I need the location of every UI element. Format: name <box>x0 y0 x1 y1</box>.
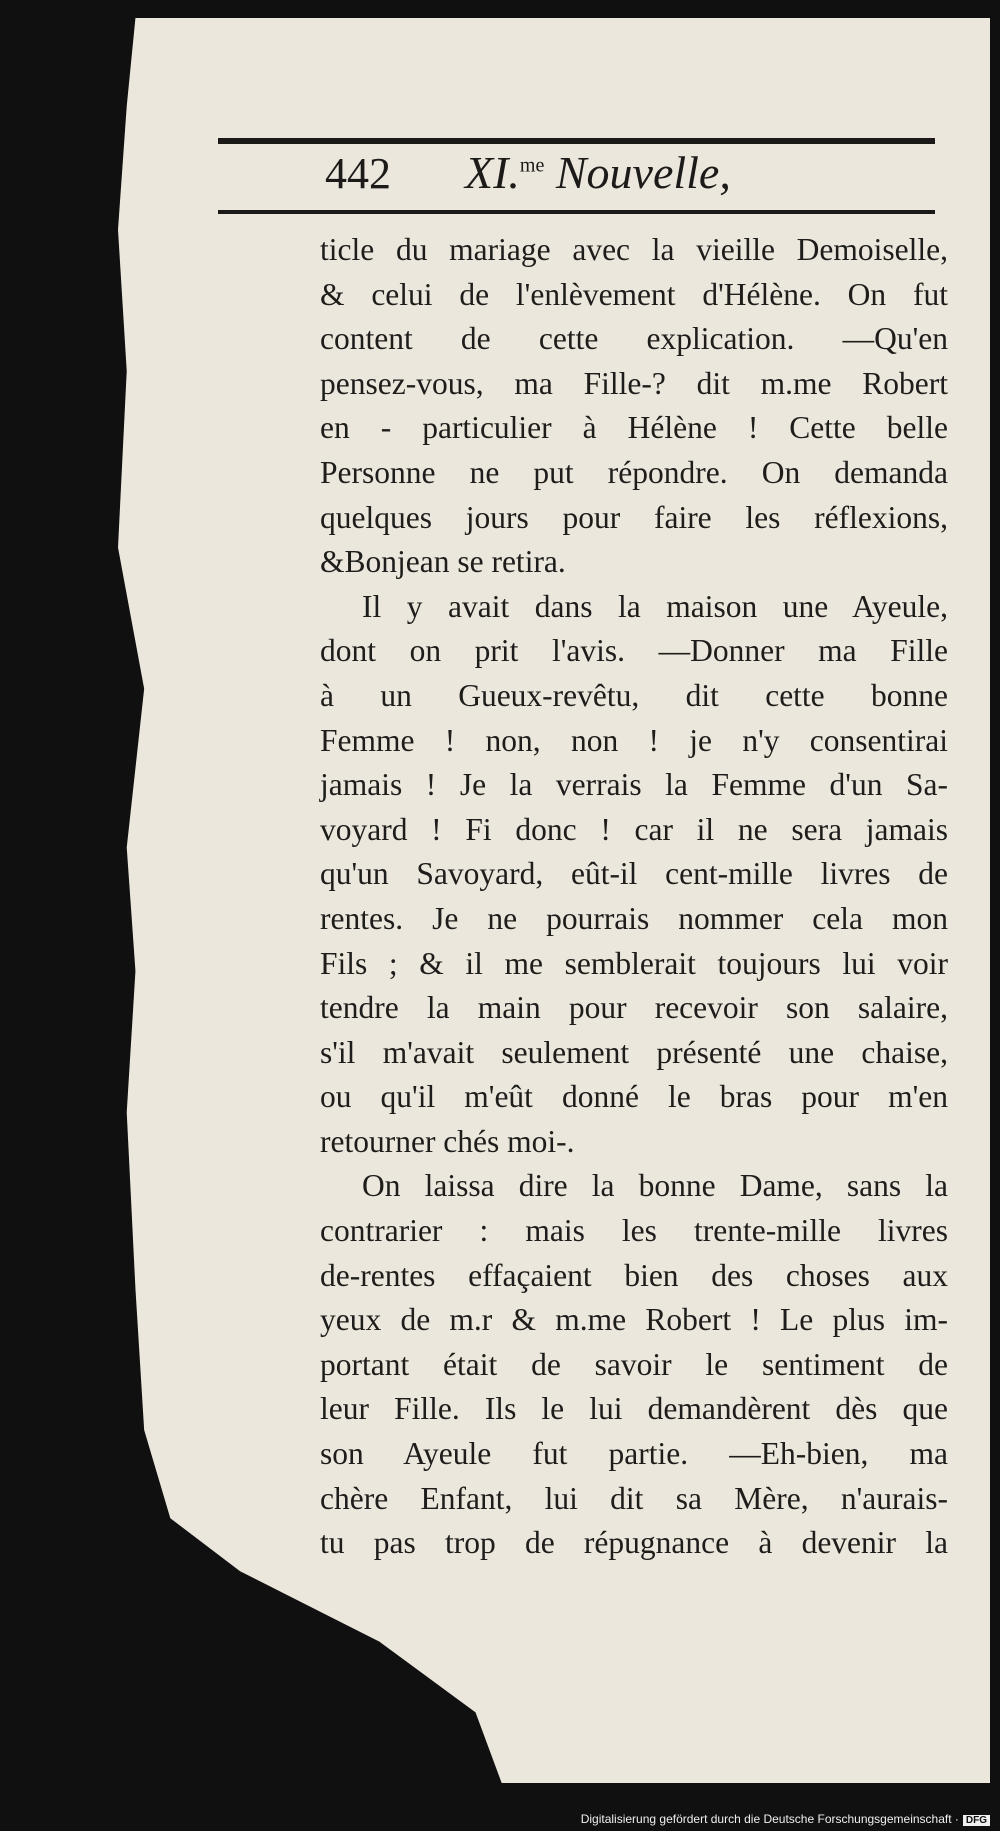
running-title-numeral: XI. <box>465 147 520 198</box>
text-line: tu pas trop de répugnance à devenir la <box>320 1525 948 1561</box>
text-line: leur Fille. Ils le lui demandèrent dès que <box>320 1391 948 1427</box>
text-line: dont on prit l'avis. —Donner ma Fille <box>320 633 948 669</box>
text-line: contrarier : mais les trente-mille livres <box>320 1213 948 1249</box>
text-line: rentes. Je ne pourrais nommer cela mon <box>320 900 948 936</box>
running-title-superscript: me <box>519 154 545 177</box>
header-rule-top <box>218 138 935 144</box>
text-line: jamais ! Je la verrais la Femme d'un Sa- <box>320 767 948 803</box>
text-line: quelques jours pour faire les réflexions, <box>320 499 948 535</box>
text-line: s'il m'avait seulement présenté une chaise, <box>320 1034 948 1070</box>
text-line: Il y avait dans la maison une Ayeule, <box>362 588 948 624</box>
text-line: Femme ! non, non ! je n'y consentirai <box>320 722 948 758</box>
text-line: son Ayeule fut partie. —Eh-bien, ma <box>320 1436 948 1472</box>
text-line: &Bonjean se retira. <box>320 544 566 580</box>
header-rule-bottom <box>218 210 935 214</box>
text-line: en - particulier à Hélène ! Cette belle <box>320 410 948 446</box>
text-line: à un Gueux-revêtu, dit cette bonne <box>320 677 948 713</box>
body-text <box>320 228 948 1566</box>
text-line: ou qu'il m'eût donné le bras pour m'en <box>320 1079 948 1115</box>
page-header <box>325 146 940 202</box>
text-line: Personne ne put répondre. On demanda <box>320 454 948 490</box>
text-line: voyard ! Fi donc ! car il ne sera jamais <box>320 811 948 847</box>
text-line: Fils ; & il me semblerait toujours lui voir <box>320 945 948 981</box>
text-line: de-rentes effaçaient bien des choses aux <box>320 1257 948 1293</box>
digitization-credit <box>581 1812 990 1826</box>
running-title <box>465 146 731 199</box>
text-line: portant était de savoir le sentiment de <box>320 1346 948 1382</box>
dfg-logo: DFG <box>963 1815 990 1826</box>
text-line: pensez-vous, ma Fille-? dit m.me Robert <box>320 365 948 401</box>
text-line: yeux de m.r & m.me Robert ! Le plus im- <box>320 1302 948 1338</box>
page-number: 442 <box>325 149 391 198</box>
text-line: qu'un Savoyard, eût-il cent-mille livres de <box>320 856 948 892</box>
text-line: content de cette explication. —Qu'en <box>320 321 948 357</box>
running-title-word: Nouvelle, <box>555 147 731 198</box>
text-line: ticle du mariage avec la vieille Demoiselle, <box>320 232 948 267</box>
credit-text: Digitalisierung gefördert durch die Deutsche Forschungsgemeinschaft · <box>580 1812 959 1826</box>
text-line: On laissa dire la bonne Dame, sans la <box>362 1168 948 1204</box>
text-line: tendre la main pour recevoir son salaire, <box>320 990 948 1026</box>
text-line: chère Enfant, lui dit sa Mère, n'aurais- <box>320 1480 948 1516</box>
text-line: retourner chés moi-. <box>320 1123 575 1159</box>
text-line: & celui de l'enlèvement d'Hélène. On fut <box>320 276 948 312</box>
